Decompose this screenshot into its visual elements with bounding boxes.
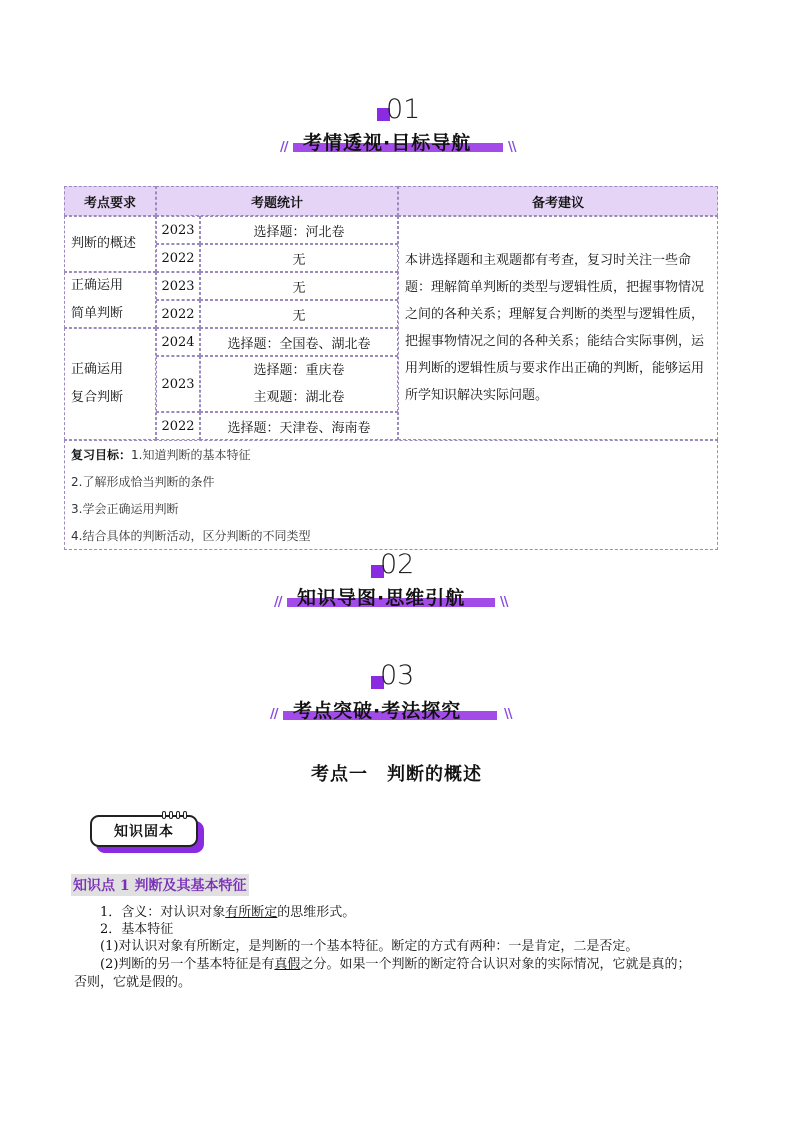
decor-slash-left: // [274,595,282,610]
review-goals [64,440,718,550]
goal-line: 3.学会正确运用判断 [71,502,179,516]
section-title: 知识导图·思维引航 [297,587,466,609]
feature-2-suffix: 之分。如果一个判断的断定符合认识对象的实际情况，它就是真的； [300,957,691,972]
binder-rings-icon [162,811,190,819]
header-requirement: 考点要求 [64,186,156,216]
stat-cell: 选择题：重庆卷 主观题：湖北卷 [200,356,398,412]
year-cell: 2022 [156,244,200,272]
definition-prefix: 1．含义：对认识对象 [100,905,226,920]
exam-overview-table [64,186,718,550]
year-cell: 2024 [156,328,200,356]
decor-slash-left: // [270,707,278,722]
definition-keyword: 有所断定 [225,905,278,920]
body-line-feature-2 [100,953,690,972]
year-cell: 2022 [156,300,200,328]
section-number: 03 [380,660,415,691]
knowledge-point-title: 知识点 1 判断及其基本特征 [71,874,249,896]
feature-2-prefix: (2)判断的另一个基本特征是有 [100,957,275,972]
feature-2-keyword: 真假 [274,957,301,972]
header-statistics: 考题统计 [156,186,398,216]
decor-slash-right: \\ [500,595,508,610]
stat-cell: 无 [200,244,398,272]
decor-slash-right: \\ [508,140,516,155]
body-line-feature-1: (1)对认识对象有所断定，是判断的一个基本特征。断定的方式有两种：一是肯定，二是否定。 [100,939,639,954]
header-advice: 备考建议 [398,186,718,216]
body-line-features: 2．基本特征 [100,922,174,937]
section-title: 考情透视·目标导航 [303,132,472,154]
body-line-feature-2-cont: 否则，它就是假的。 [74,975,192,990]
year-cell: 2022 [156,412,200,440]
goal-line: 2.了解形成恰当判断的条件 [71,475,215,489]
goal-text: 1.知道判断的基本特征 [131,448,251,462]
goal-line [71,443,711,470]
section-number: 02 [380,549,415,580]
stat-cell: 无 [200,272,398,300]
topic-cell: 正确运用 复合判断 [64,328,156,440]
decor-slash-right: \\ [504,707,512,722]
topic-cell: 正确运用 简单判断 [64,272,156,328]
section-number: 01 [386,94,421,125]
badge-label: 知识固本 [90,815,198,847]
goal-line: 4.结合具体的判断活动，区分判断的不同类型 [71,529,311,543]
stat-cell: 选择题：天津卷、海南卷 [200,412,398,440]
goals-label: 复习目标： [71,448,132,462]
advice-cell: 本讲选择题和主观题都有考查，复习时关注一些命题：理解简单判断的类型与逻辑性质，把握事物情况之间的各种关系；理解复合判断的类型与逻辑性质，把握事物情况之间的各种关系；能结合实际事例，运用判断的逻辑性质与要求作出正确的判断，能够运用所学知识解决实际问题。 [398,216,718,440]
stat-cell: 选择题：全国卷、湖北卷 [200,328,398,356]
topic-cell: 判断的概述 [64,216,156,272]
decor-slash-left: // [280,140,288,155]
stat-cell: 选择题：河北卷 [200,216,398,244]
definition-suffix: 的思维形式。 [277,905,356,920]
exam-point-title: 考点一 判断的概述 [311,764,482,785]
year-cell: 2023 [156,356,200,412]
section-title: 考点突破·考法探究 [293,700,462,722]
year-cell: 2023 [156,272,200,300]
year-cell: 2023 [156,216,200,244]
knowledge-badge [90,815,202,851]
stat-cell: 无 [200,300,398,328]
